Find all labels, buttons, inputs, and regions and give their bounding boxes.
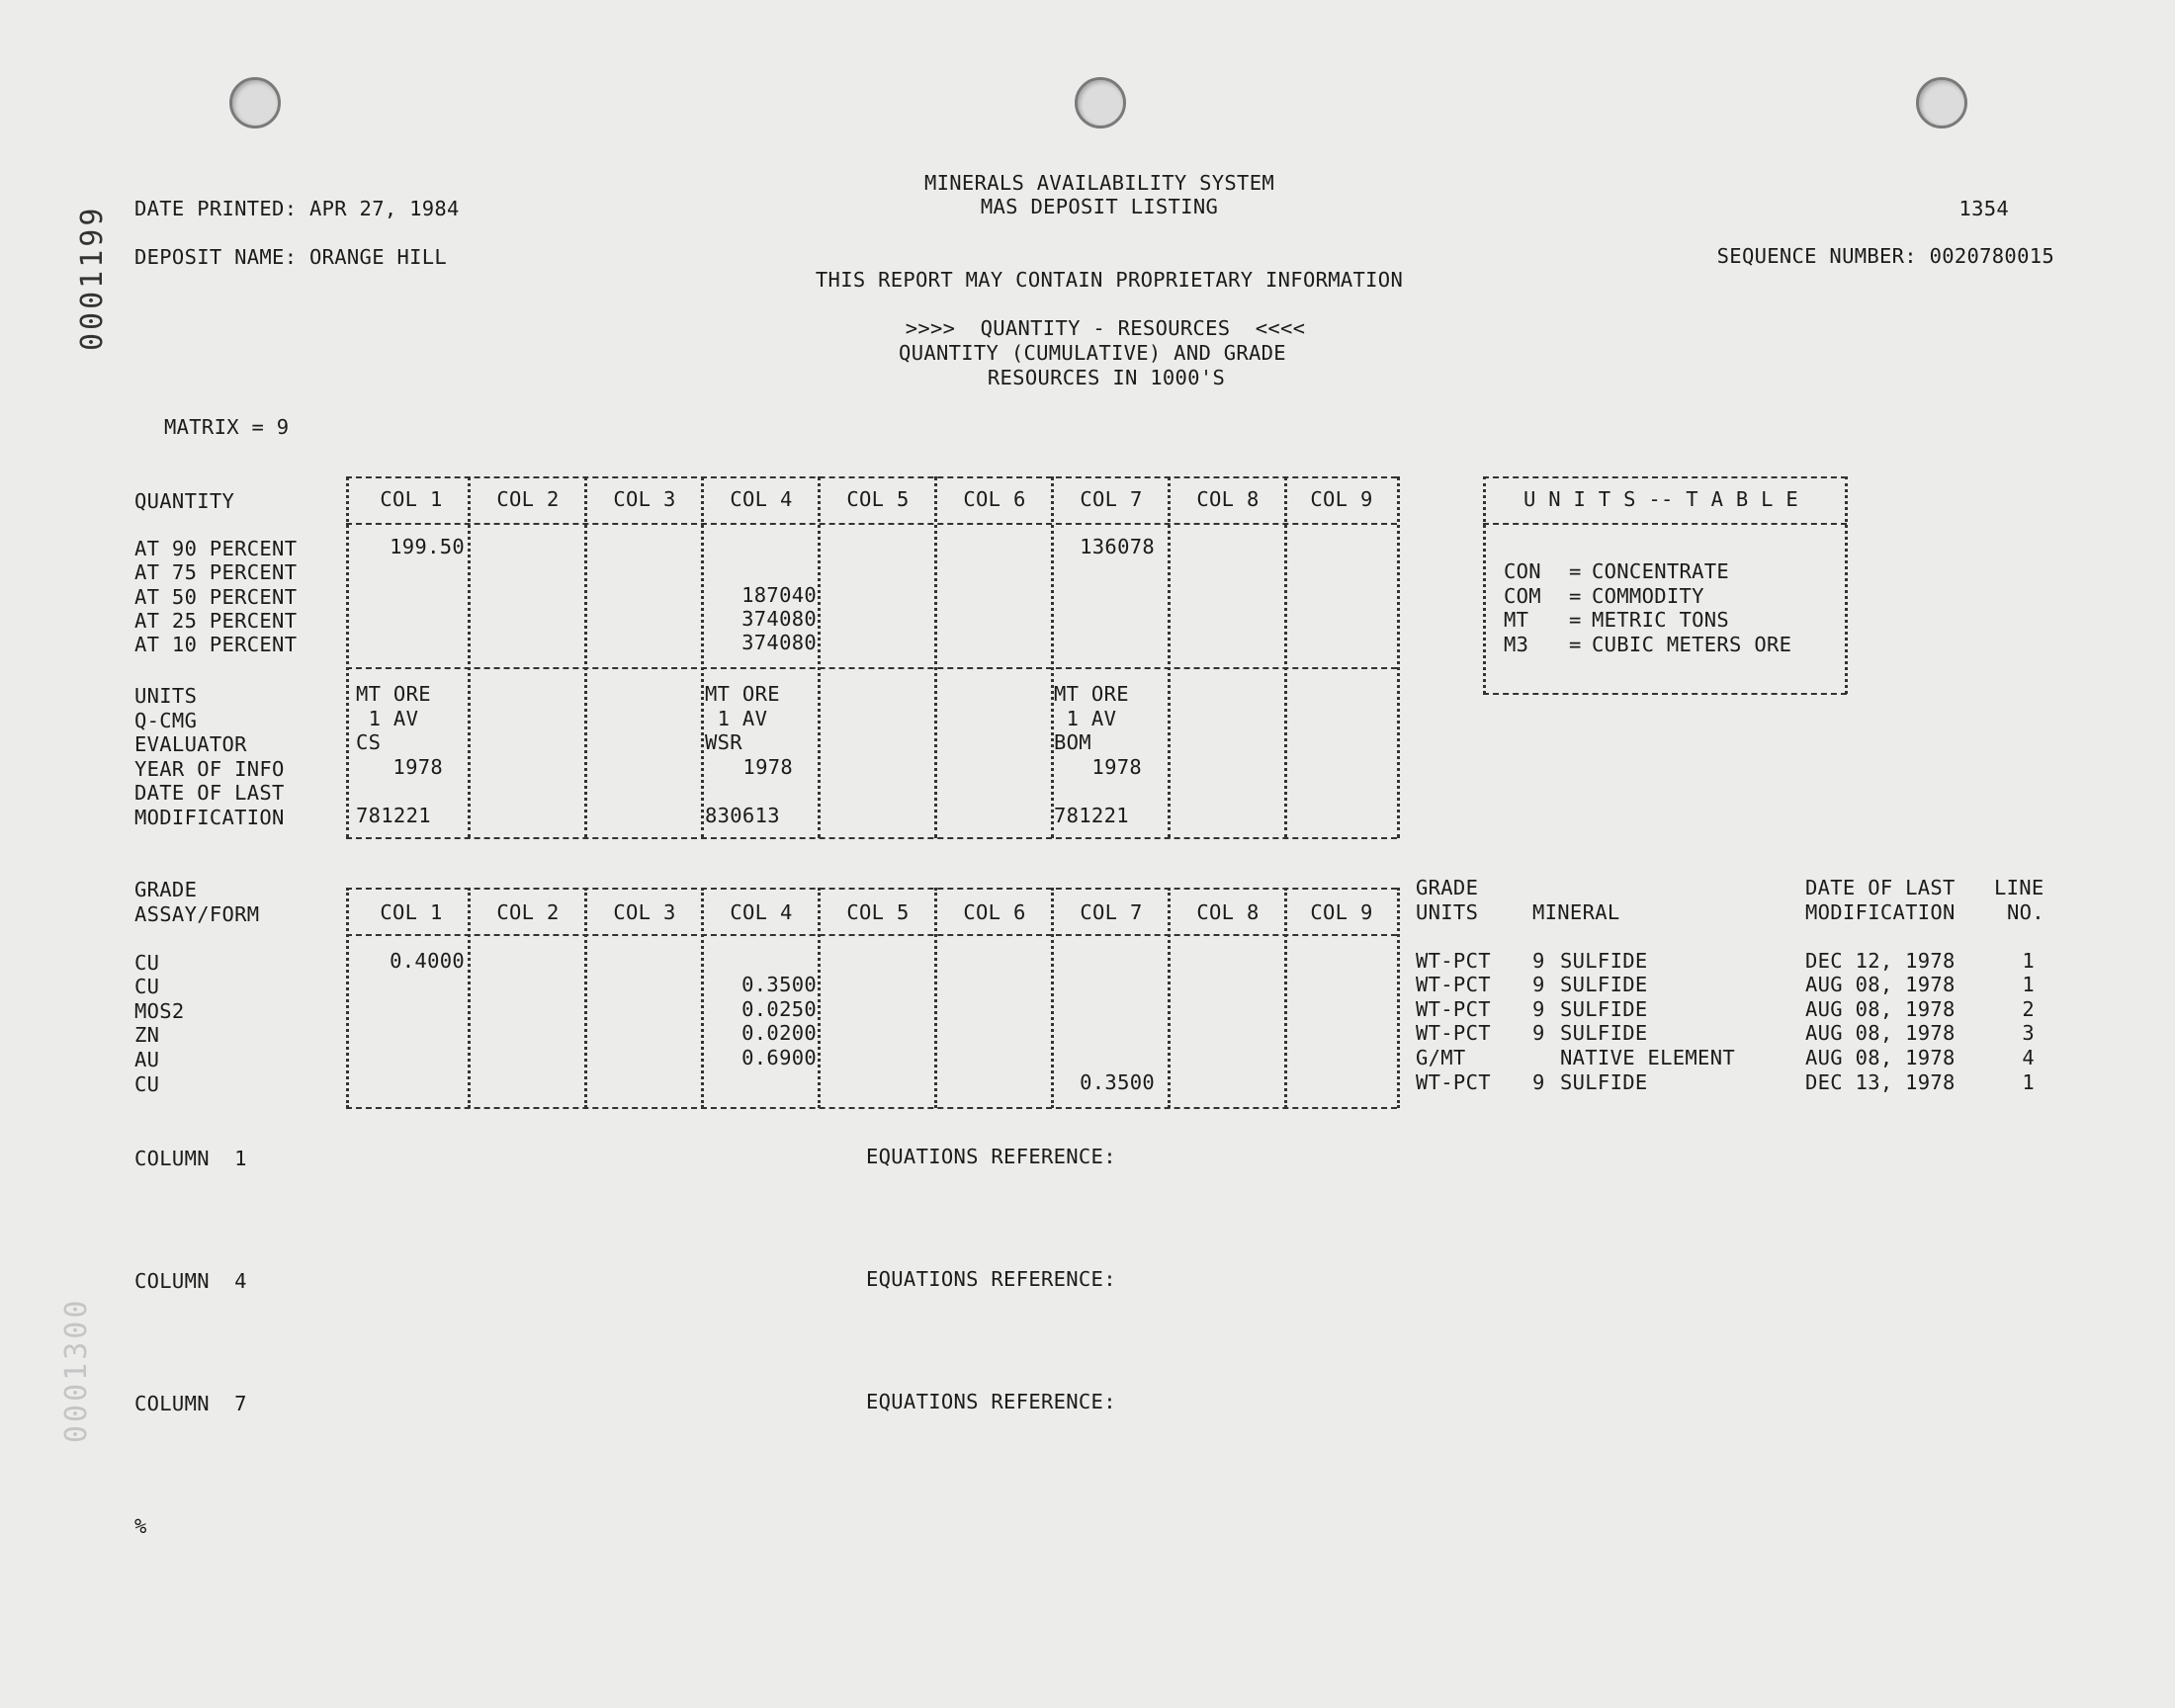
qty-bottom-rule xyxy=(346,837,1397,839)
qty-meta-cell: CS xyxy=(356,730,382,754)
qty-meta-cell: 1 AV xyxy=(1054,707,1117,730)
qty-col-header: COL 7 xyxy=(1080,487,1143,511)
footer-mark: % xyxy=(134,1514,147,1538)
qty-meta-label: EVALUATOR xyxy=(134,732,247,756)
qty-row-label: AT 10 PERCENT xyxy=(134,633,298,656)
qty-col-divider xyxy=(701,476,704,838)
grade-matrix: 9 xyxy=(1532,1021,1545,1045)
grade-cell: 0.0200 xyxy=(741,1021,817,1045)
qty-col-header: COL 9 xyxy=(1310,487,1373,511)
units-top-rule xyxy=(1483,476,1847,478)
qty-col-divider xyxy=(584,476,587,838)
grade-units: WT-PCT xyxy=(1416,973,1491,996)
grade-col-header: COL 5 xyxy=(846,900,910,924)
grade-col-divider xyxy=(1051,888,1054,1108)
qty-meta-cell: 1978 xyxy=(1091,755,1142,779)
mineral-header: MINERAL xyxy=(1532,900,1620,924)
grade-cell: 0.4000 xyxy=(390,949,465,973)
grade-col-header: COL 7 xyxy=(1080,900,1143,924)
grade-units: G/MT xyxy=(1416,1046,1466,1069)
qty-meta-cell: 1978 xyxy=(742,755,793,779)
grade-units: WT-PCT xyxy=(1416,949,1491,973)
grade-col-header: COL 4 xyxy=(730,900,793,924)
units-eq: = xyxy=(1569,633,1582,656)
grade-matrix: 9 xyxy=(1532,997,1545,1021)
grade-line-no: 1 xyxy=(2022,949,2035,973)
qty-meta-label: UNITS xyxy=(134,684,198,708)
qty-row-label: AT 25 PERCENT xyxy=(134,609,298,633)
units-eq: = xyxy=(1569,559,1582,583)
qty-meta-label: YEAR OF INFO xyxy=(134,757,285,781)
quantity-label: QUANTITY xyxy=(134,489,235,513)
grade-assay: CU xyxy=(134,975,160,998)
equation-column-label: COLUMN 4 xyxy=(134,1269,247,1293)
qty-meta-cell: WSR xyxy=(705,730,742,754)
qty-meta-cell: BOM xyxy=(1054,730,1091,754)
line-no-header: LINE xyxy=(1994,876,2044,899)
qty-col-header: COL 3 xyxy=(613,487,676,511)
side-stamp-faint: 0001300 xyxy=(59,1297,94,1443)
grade-col-divider xyxy=(934,888,937,1108)
units-eq: = xyxy=(1569,608,1582,632)
qty-col-divider xyxy=(1397,476,1400,838)
grade-date: AUG 08, 1978 xyxy=(1805,1046,1956,1069)
units-table-title: U N I T S -- T A B L E xyxy=(1522,487,1799,511)
qty-meta-cell: 830613 xyxy=(705,804,780,827)
grade-cell: 0.0250 xyxy=(741,997,817,1021)
equations-reference-label: EQUATIONS REFERENCE: xyxy=(866,1390,1116,1413)
qty-meta-cell: 1 AV xyxy=(705,707,768,730)
qty-row-label: AT 90 PERCENT xyxy=(134,537,298,560)
grade-col-divider xyxy=(346,888,349,1108)
grade-col-header: COL 1 xyxy=(380,900,443,924)
units-bottom-rule xyxy=(1483,693,1847,695)
grade-date: DEC 13, 1978 xyxy=(1805,1070,1956,1094)
date-printed: DATE PRINTED: APR 27, 1984 xyxy=(134,197,460,220)
date-modified-header: MODIFICATION xyxy=(1805,900,1956,924)
grade-assay: ZN xyxy=(134,1023,160,1047)
grade-col-header: COL 2 xyxy=(496,900,560,924)
assay-form-label: ASSAY/FORM xyxy=(134,902,260,926)
deposit-name: DEPOSIT NAME: ORANGE HILL xyxy=(134,245,448,269)
page-number: 1354 xyxy=(1958,197,2009,220)
units-meaning: CONCENTRATE xyxy=(1592,559,1730,583)
qty-meta-label: DATE OF LAST xyxy=(134,781,285,805)
grade-cell: 0.3500 xyxy=(1080,1070,1155,1094)
grade-col-divider xyxy=(1284,888,1287,1108)
grade-mineral: SULFIDE xyxy=(1560,1021,1648,1045)
qty-col-divider xyxy=(818,476,821,838)
grade-col-divider xyxy=(584,888,587,1108)
punch-hole-left xyxy=(229,77,281,128)
equation-column-label: COLUMN 1 xyxy=(134,1147,247,1170)
qty-col-divider xyxy=(468,476,471,838)
listing-title: MAS DEPOSIT LISTING xyxy=(980,195,1219,218)
grade-col-header: COL 9 xyxy=(1310,900,1373,924)
grade-col-header: COL 3 xyxy=(613,900,676,924)
qty-mid-rule xyxy=(346,667,1397,669)
grade-line-no: 3 xyxy=(2022,1021,2035,1045)
qty-col-divider xyxy=(934,476,937,838)
qty-col-divider xyxy=(1168,476,1171,838)
proprietary-notice: THIS REPORT MAY CONTAIN PROPRIETARY INFORMATION xyxy=(815,268,1404,292)
equation-column-label: COLUMN 7 xyxy=(134,1392,247,1415)
units-abbr: COM xyxy=(1504,584,1541,608)
qty-cell: 199.50 xyxy=(390,535,465,558)
grade-date: AUG 08, 1978 xyxy=(1805,1021,1956,1045)
qty-meta-cell: MT ORE xyxy=(356,682,431,706)
units-abbr: CON xyxy=(1504,559,1541,583)
grade-matrix: 9 xyxy=(1532,949,1545,973)
qty-col-divider xyxy=(346,476,349,838)
units-meaning: CUBIC METERS ORE xyxy=(1592,633,1792,656)
qty-row-label: AT 75 PERCENT xyxy=(134,560,298,584)
units-header-rule xyxy=(1483,523,1847,525)
qty-col-divider xyxy=(1051,476,1054,838)
qty-meta-cell: 1978 xyxy=(392,755,443,779)
grade-header-rule xyxy=(346,934,1397,936)
qty-meta-label: Q-CMG xyxy=(134,709,198,732)
grade-cell: 0.3500 xyxy=(741,973,817,996)
qty-col-header: COL 5 xyxy=(846,487,910,511)
grade-cell: 0.6900 xyxy=(741,1046,817,1069)
grade-units: WT-PCT xyxy=(1416,1021,1491,1045)
qty-col-header: COL 8 xyxy=(1196,487,1260,511)
grade-mineral: NATIVE ELEMENT xyxy=(1560,1046,1735,1069)
qty-cell: 374080 xyxy=(741,631,817,654)
grade-col-divider xyxy=(1168,888,1171,1108)
grade-top-rule xyxy=(346,888,1397,890)
grade-matrix: 9 xyxy=(1532,1070,1545,1094)
qty-col-header: COL 4 xyxy=(730,487,793,511)
qty-col-header: COL 6 xyxy=(963,487,1026,511)
equations-reference-label: EQUATIONS REFERENCE: xyxy=(866,1145,1116,1168)
units-right-border xyxy=(1845,476,1848,694)
line-no-header: NO. xyxy=(2007,900,2044,924)
qty-col-header: COL 2 xyxy=(496,487,560,511)
grade-bottom-rule xyxy=(346,1107,1397,1109)
qty-cell: 187040 xyxy=(741,583,817,607)
equations-reference-label: EQUATIONS REFERENCE: xyxy=(866,1267,1116,1291)
grade-line-no: 1 xyxy=(2022,973,2035,996)
grade-mineral: SULFIDE xyxy=(1560,949,1648,973)
punch-hole-right xyxy=(1916,77,1967,128)
qty-meta-cell: 781221 xyxy=(1054,804,1129,827)
qty-meta-cell: 1 AV xyxy=(356,707,419,730)
punch-hole-center xyxy=(1075,77,1126,128)
system-title: MINERALS AVAILABILITY SYSTEM xyxy=(924,171,1274,195)
grade-col-divider xyxy=(468,888,471,1108)
side-stamp: 0001199 xyxy=(75,205,110,351)
qty-meta-cell: MT ORE xyxy=(1054,682,1129,706)
grade-assay: CU xyxy=(134,1072,160,1096)
grade-assay: AU xyxy=(134,1048,160,1071)
grade-col-divider xyxy=(818,888,821,1108)
grade-date: AUG 08, 1978 xyxy=(1805,973,1956,996)
grade-mineral: SULFIDE xyxy=(1560,997,1648,1021)
units-note: RESOURCES IN 1000'S xyxy=(987,366,1226,389)
grade-mineral: SULFIDE xyxy=(1560,1070,1648,1094)
grade-col-divider xyxy=(1397,888,1400,1108)
section-subheading: QUANTITY (CUMULATIVE) AND GRADE xyxy=(899,341,1286,365)
grade-date: DEC 12, 1978 xyxy=(1805,949,1956,973)
grade-units-header: GRADE xyxy=(1416,876,1479,899)
qty-col-header: COL 1 xyxy=(380,487,443,511)
grade-assay: CU xyxy=(134,951,160,975)
grade-col-header: COL 6 xyxy=(963,900,1026,924)
grade-label: GRADE xyxy=(134,878,198,901)
qty-cell: 136078 xyxy=(1080,535,1155,558)
grade-assay: MOS2 xyxy=(134,999,185,1023)
qty-cell: 374080 xyxy=(741,607,817,631)
qty-row-label: AT 50 PERCENT xyxy=(134,585,298,609)
grade-col-header: COL 8 xyxy=(1196,900,1260,924)
grade-mineral: SULFIDE xyxy=(1560,973,1648,996)
units-meaning: METRIC TONS xyxy=(1592,608,1730,632)
units-left-border xyxy=(1483,476,1486,694)
grade-date: AUG 08, 1978 xyxy=(1805,997,1956,1021)
units-eq: = xyxy=(1569,584,1582,608)
qty-top-rule xyxy=(346,476,1397,478)
grade-line-no: 4 xyxy=(2022,1046,2035,1069)
qty-meta-cell: MT ORE xyxy=(705,682,780,706)
grade-units-header: UNITS xyxy=(1416,900,1479,924)
grade-matrix: 9 xyxy=(1532,973,1545,996)
units-meaning: COMMODITY xyxy=(1592,584,1704,608)
units-abbr: M3 xyxy=(1504,633,1529,656)
grade-units: WT-PCT xyxy=(1416,997,1491,1021)
grade-units: WT-PCT xyxy=(1416,1070,1491,1094)
matrix-label: MATRIX = 9 xyxy=(164,415,290,439)
grade-line-no: 1 xyxy=(2022,1070,2035,1094)
grade-col-divider xyxy=(701,888,704,1108)
qty-header-rule xyxy=(346,523,1397,525)
date-modified-header: DATE OF LAST xyxy=(1805,876,1956,899)
qty-col-divider xyxy=(1284,476,1287,838)
units-abbr: MT xyxy=(1504,608,1529,632)
qty-meta-label: MODIFICATION xyxy=(134,806,285,829)
sequence-number: SEQUENCE NUMBER: 0020780015 xyxy=(1716,244,2054,268)
grade-line-no: 2 xyxy=(2022,997,2035,1021)
qty-meta-cell: 781221 xyxy=(356,804,431,827)
section-heading: >>>> QUANTITY - RESOURCES <<<< xyxy=(905,316,1306,340)
